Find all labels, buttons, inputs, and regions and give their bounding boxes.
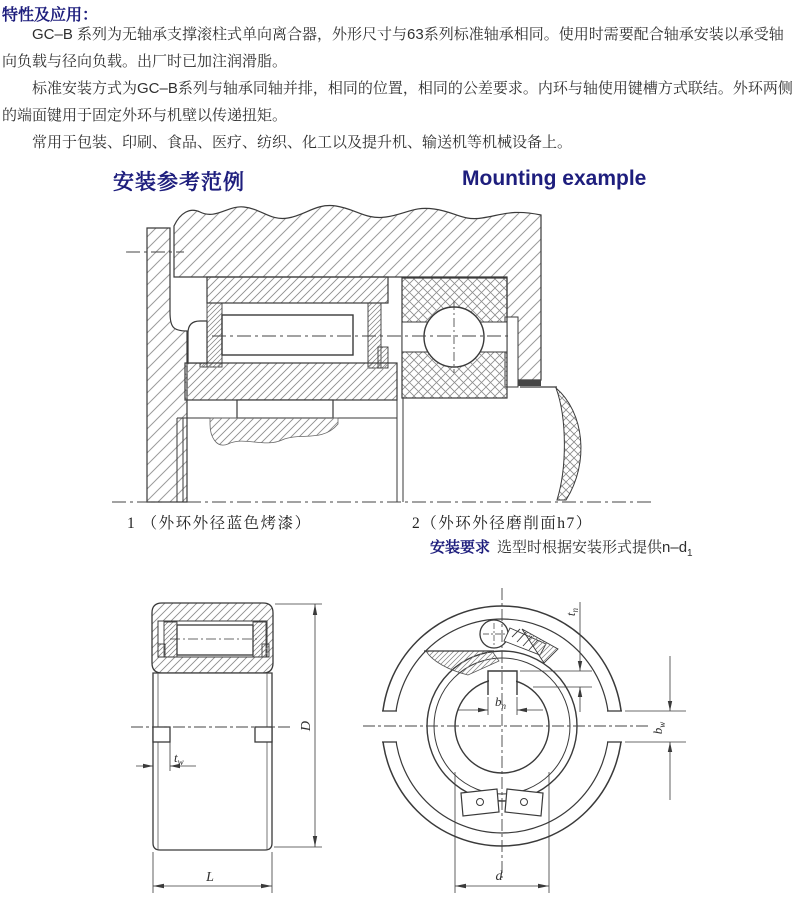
dim-label-tn: $t_n$ — [563, 607, 580, 617]
features-paragraph-1: GC–B 系列为无轴承支撑滚柱式单向离合器，外形尺寸与63系列标准轴承相同。使用时需要配合轴承安装以承受轴向负载与径向负载。出厂时已加注润滑脂。 — [2, 26, 784, 70]
ball-bearing — [402, 278, 507, 398]
dim-label-D: D — [299, 720, 314, 732]
shaft — [520, 387, 581, 500]
inner-ring-body — [153, 673, 272, 850]
mounting-example-drawing — [105, 195, 665, 515]
features-paragraph-2: 标准安装方式为GC–B系列与轴承同轴并排，相同的位置，相同的公差要求。内环与轴使用键槽方式联结。外环两侧的端面键用于固定外环与机壁以传递扭矩。 — [2, 80, 793, 124]
shaft-key — [237, 400, 333, 418]
dim-label-bw: $b_w$ — [650, 721, 667, 735]
features-paragraph-3: 常用于包装、印刷、食品、医疗、纺织、化工以及提升机、输送机等机械设备上。 — [32, 134, 573, 151]
features-heading: 特性及应用： — [2, 7, 99, 24]
roller — [177, 625, 253, 655]
clamping-mechanism — [424, 620, 558, 675]
mounting-requirement-text: 选型时根据安装形式提供n–d — [497, 539, 688, 556]
side-section-drawing — [125, 590, 335, 897]
mounting-requirement-subscript: 1 — [687, 548, 693, 559]
mounting-requirement-label: 安装要求 — [430, 539, 491, 556]
dim-label-L: L — [206, 870, 214, 885]
end-face-key-slot-left — [153, 727, 170, 742]
dim-label-bn: $b_n$ — [495, 694, 506, 711]
section-heading-en: Mounting example — [462, 167, 647, 190]
mounting-requirement — [430, 536, 693, 559]
callout-outer-ring-ground: 2（外环外径磨削面h7） — [412, 515, 593, 532]
clutch-outer-ring — [207, 277, 388, 303]
clutch-roller — [222, 315, 353, 355]
dim-label-d: d — [495, 869, 503, 884]
dim-label-tw: $t_w$ — [174, 750, 184, 767]
callout-outer-ring-paint: 1 （外环外径蓝色烤漆） — [127, 515, 312, 532]
front-view-drawing — [357, 580, 700, 897]
features-paragraphs — [2, 21, 797, 156]
section-heading-zh: 安装参考范例 — [113, 171, 245, 194]
keyway — [488, 671, 517, 695]
retaining-ring — [518, 380, 541, 386]
spacer-sleeve — [188, 321, 207, 363]
end-face-key-slot-right — [255, 727, 272, 742]
dim-D — [274, 604, 322, 847]
